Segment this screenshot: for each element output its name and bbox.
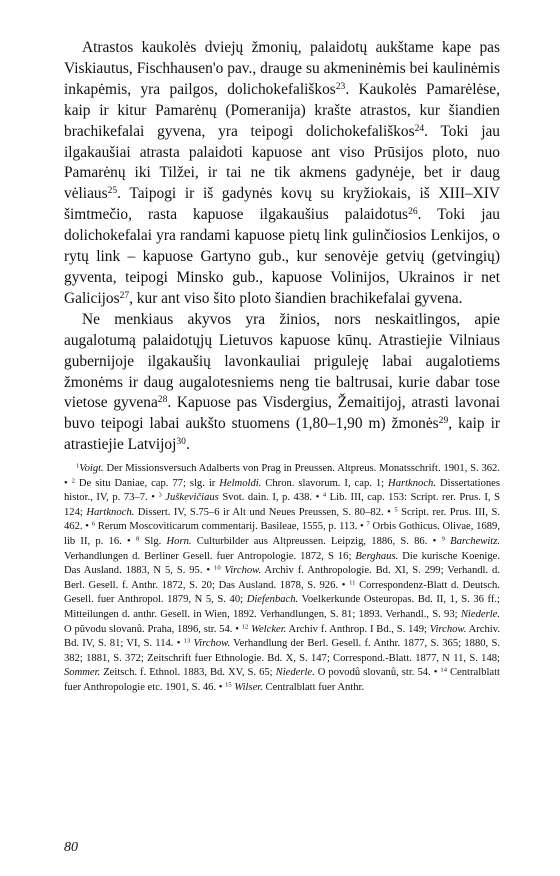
paragraph-text: . Taipogi ir iš gadynės kovų su kryžiokais, iš XIII–XIV šimtmečio, rasta kapuose ilgakaušius palaidotus [64,185,500,224]
footnote-marker: 1 [76,462,80,470]
footnote-marker: 26 [408,206,418,217]
cited-author: Wilser. [234,681,263,693]
footnote-marker: 24 [414,122,425,134]
footnote-marker: 13 [183,637,191,645]
cited-author: Diefenbach. [246,594,299,606]
page-number: 80 [64,840,78,855]
footnote-text: De situ Daniae, cap. 77; slg. ir [74,477,220,489]
footnote-marker: 10 [214,564,221,572]
footnote-marker: 4 [322,491,327,499]
paragraph-text: . Kapuose pas Visdergius, Žemaitijoj, atrasti lavonai buvo teipogi labai aukšto stuomens (1,80–1,90 m) žmonės [64,394,500,433]
cited-author: Horn. [166,535,192,547]
footnote-text: Culturbilder aus Altpreussen. Leipzig, 1886, S. 86. • [191,535,442,547]
footnote-marker: 8 [135,535,140,543]
cited-author: Voigt. [79,463,104,474]
cited-author: Sommer. [64,667,101,679]
footnote-marker: 14 [440,666,447,674]
cited-author: Hartknoch. [86,506,135,518]
footnote-text: Archiv f. Anthropologie. Bd. XI, S. 299; Verhandl. d. Berl. Gesell. f. Anthr. 1872, S. 20; Das Ausland. 1878, S. 926. • [64,565,500,591]
cited-author: Welcker. [251,623,287,635]
footnotes [64,462,500,696]
cited-author: Virchow. [193,638,231,650]
cited-author: Virchow. [224,565,262,577]
footnote-marker: 28 [157,394,168,406]
footnote-text: Rerum Moscoviticarum commentarij. Basileae, 1555, p. 113. • [95,521,367,533]
footnote-text: Zeitsch. f. Ethnol. 1883, Bd. XV, S. 65; [100,667,276,679]
cited-author: Hartknoch. [388,477,437,489]
footnote-text: Archiv. Bd. IV, S. 81; VI, S. 114. • [64,623,500,650]
paragraph-text: , kaip ir atrastiejie Latvijoj [64,415,500,454]
footnote-marker: 27 [119,289,130,301]
footnote-marker: 3 [158,491,162,499]
cited-author: Niederle. [460,608,500,620]
footnote-text: Der Missionsversuch Adalberts von Prag in Preussen. Altpreus. Monatsschrift. 1901, S. 362. • [64,463,500,489]
paragraph [64,310,500,456]
footnote-marker: 5 [394,506,398,514]
footnote-text: Dissertationes histor., IV, p. 73–7. • [64,477,500,504]
footnote-marker: 23 [335,80,346,92]
footnote-text: Verhandlungen d. Berliner Gesell. fuer Antropologie. 1872, S 16; [64,550,356,562]
footnote-text: Lib. III, cap. 153: Script. rer. Prus. I, S 124; [64,492,500,518]
footnote-marker: 25 [107,185,118,197]
paragraph-text: . [185,436,190,454]
paragraph-text: . Toki jau dolichokefalai yra randami kapuose pietų link gulinčiosios Lenkijos, o rytų link – kapuose Gartyno gub., kur senovėje getvių (getvingių) gyventa, teipogi Minsko gub., kapuose Volinijos, Ukrainos ir net Galicijos [64,206,501,307]
footnote-text: Archiv f. Anthrop. I Bd., S. 149; [286,623,430,635]
footnote-text: Dissert. IV, S.75–6 ir Alt und Neues Preussen, S. 80–82. • [134,506,395,518]
paragraph-text: Ne menkiaus akyvos yra žinios, nors neskaitlingos, apie augalotumą palaidotųjų Lietuvos kapuose kūnų. Atrastiejie Vilniaus gubernijoje ilgakaušių lavonkauliai priguleję labai augalotiems žmonėms ir daug augalotesniems neng tie baltrusai, kurie dabar tose vietose gyvena [64,310,500,412]
footnote-marker: 12 [241,622,249,630]
footnote-marker: 29 [438,415,449,427]
footnote-block [64,462,500,696]
footnote-text: Script. rer. Prus. III, S. 462. • [64,506,500,533]
footnote-marker: 15 [225,681,232,689]
footnote-text: O povodů slovanů, str. 54. • [314,667,441,679]
footnote-marker: 11 [349,579,356,587]
cited-author: Helmoldi. [219,477,262,489]
cited-author: Berghaus. [355,550,399,562]
paragraph-text: . Toki jau ilgakaušiai atrasta palaidoti kapuose ant viso Prūsijos ploto, nuo Pamarėnų iki Tilžei, ir tai ne tik akmens gadynėje, bet ir daug vėliaus [64,122,500,203]
footnote-text: Slg. [139,535,167,547]
cited-author: Barchewitz. [450,535,501,547]
paragraph-text: , kur ant viso šito ploto šiandien brachikefalai gyvena. [129,289,463,307]
cited-author: Niederle. [275,667,315,679]
paragraph [64,38,500,310]
footnote-marker: 30 [176,435,186,447]
footnote-text: Chron. slavorum. I, cap. 1; [261,477,389,489]
footnote-text: Die kurische Koenige. Das Ausland. 1883, N 5, S. 95. • [64,550,500,577]
footnote-text: Orbis Gothicus. Olivae, 1689, lib II, p. 16. • [64,521,500,547]
cited-author: Virchow. [429,623,467,635]
footnote-marker: 2 [71,476,75,484]
footnote-text: Voelkerkunde Osteuropas. Bd. II, 1, S. 36 ff.; Mitteilungen d. anthr. Gesell. in Wien, 1892. Verhandlungen, S. 81; 1893. Verhandl., S. 93; [64,594,501,620]
footnote-text: Centralblatt fuer Anthr. [262,681,365,693]
footnote-marker: 9 [441,535,445,543]
paragraph-text: . Kaukolės Pamarėlėse, kaip ir kitur Pamarėnų (Pomeranija) krašte atrastos, kur šiandien brachikefalai gyvena, yra teipogi dolichokefališkos [64,80,500,140]
footnote-marker: 6 [91,520,96,528]
footnote-text: Svot. dain. I, p. 438. • [218,492,323,504]
footnote-marker: 7 [366,520,370,528]
paragraph-text: Atrastos kaukolės dviejų žmonių, palaidotų aukštame kape pas Viskiautus, Fischhausen'o pav., drauge su akmeninėmis bei kaulinėmis inkapėmis, yra pailgos, dolichokefališkos [64,39,500,98]
main-text [64,38,500,456]
footnote-text: Centralblatt fuer Anthropologie etc. 1901, S. 46. • [64,667,500,693]
footnote-text: Correspondenz-Blatt d. Deutsch. Gesell. fuer Anthropol. 1879, N 5, S. 40; [64,579,500,606]
footnote-text: O pŭvodu slovanů. Praha, 1896, str. 54. • [64,623,242,635]
footnote-text: Verhandlung der Berl. Gesell. f. Anthr. 1877, S. 365; 1880, S. 382; 1881, S. 372; Zeitschrift fuer Ethnologie. Bd. X, S. 147; Correspond.-Blatt. 1877, N 11, S. 148; [64,638,500,664]
cited-author: Juškevičiaus [165,492,219,504]
